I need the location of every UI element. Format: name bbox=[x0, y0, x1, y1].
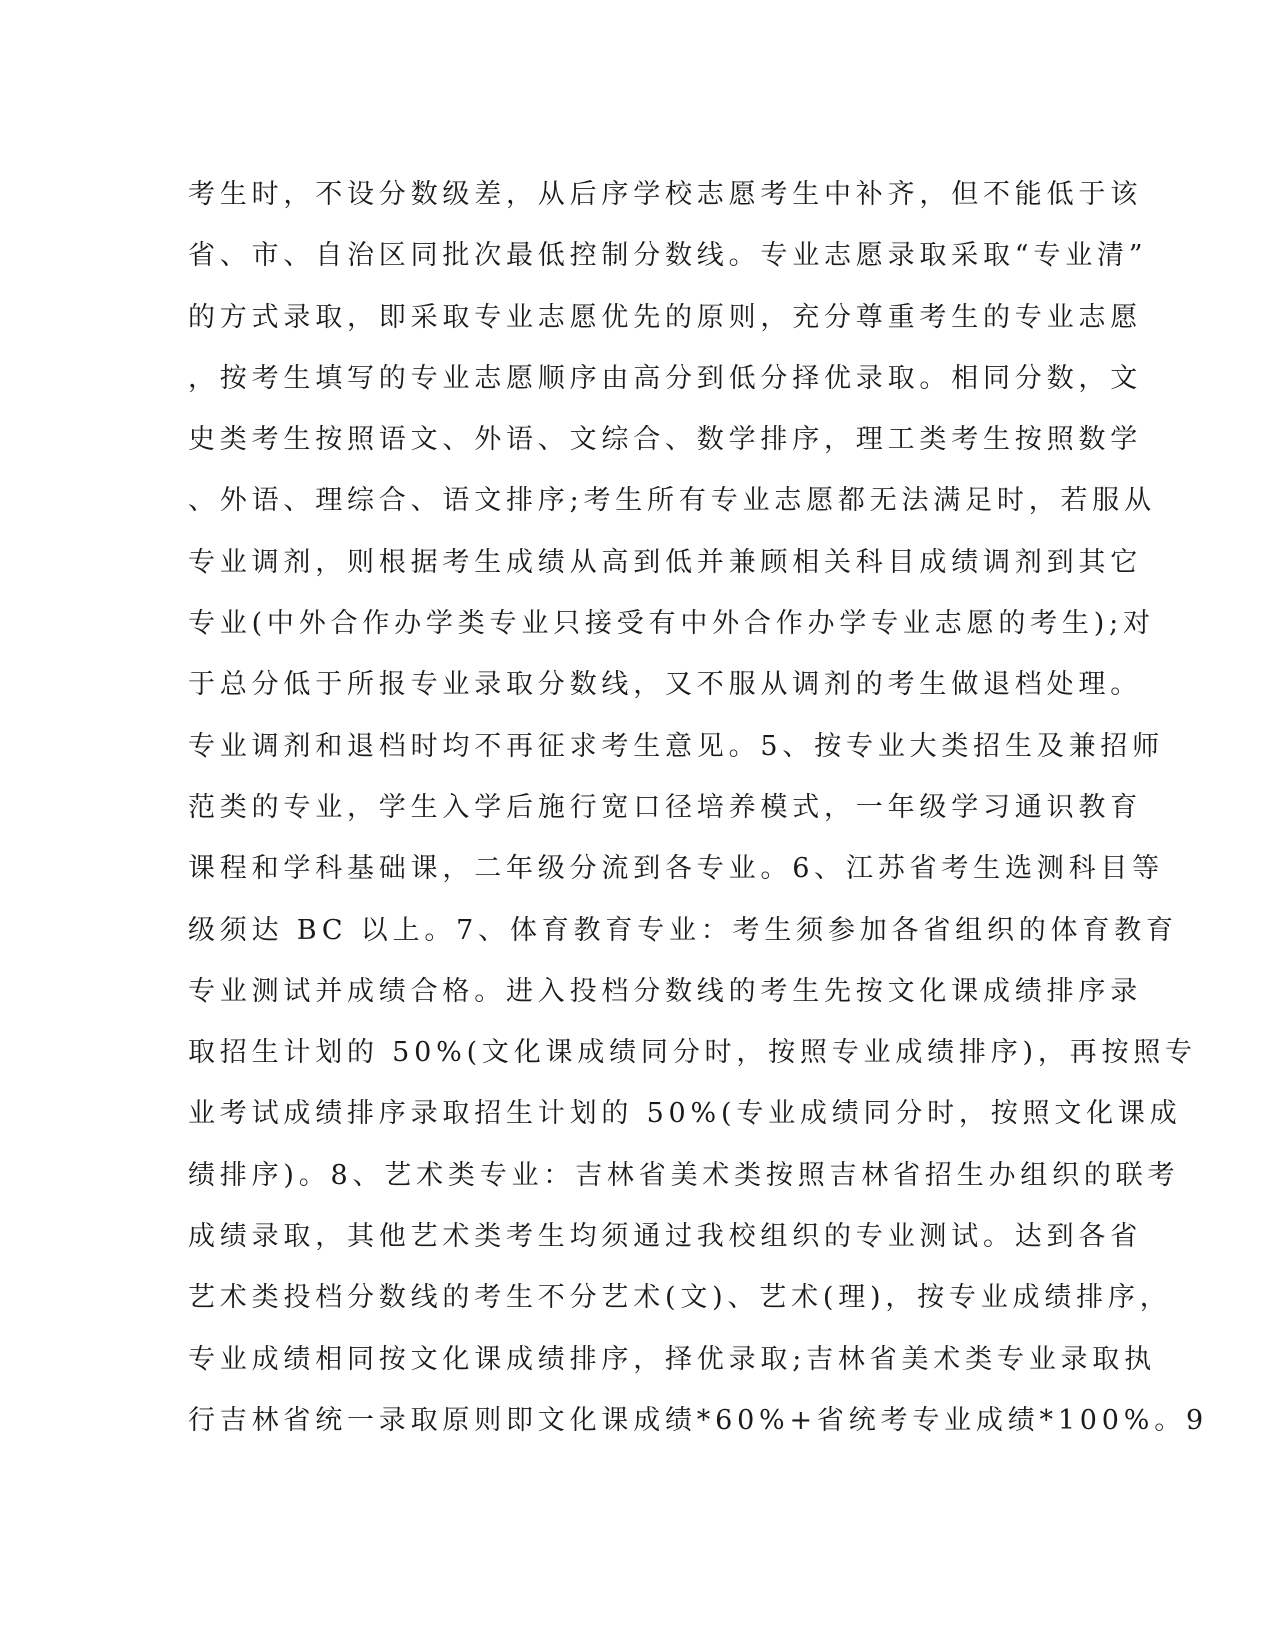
text-line: 专业成绩相同按文化课成绩排序，择优录取;吉林省美术类专业录取执 bbox=[188, 1343, 1156, 1375]
body-text bbox=[188, 164, 1209, 1451]
text-line: 、外语、理综合、语文排序;考生所有专业志愿都无法满足时，若服从 bbox=[188, 485, 1156, 517]
text-line: 专业调剂，则根据考生成绩从高到低并兼顾相关科目成绩调剂到其它 bbox=[188, 546, 1142, 578]
text-line: 省、市、自治区同批次最低控制分数线。专业志愿录取采取“专业清” bbox=[188, 240, 1148, 272]
text-line: 专业调剂和退档时均不再征求考生意见。5、按专业大类招生及兼招师 bbox=[188, 730, 1164, 762]
text-line: 艺术类投档分数线的考生不分艺术(文)、艺术(理)，按专业成绩排序， bbox=[188, 1282, 1172, 1314]
text-line: 史类考生按照语文、外语、文综合、数学排序，理工类考生按照数学 bbox=[188, 424, 1142, 456]
text-line: 级须达 BC 以上。7、体育教育专业：考生须参加各省组织的体育教育 bbox=[188, 914, 1178, 946]
text-line: 课程和学科基础课，二年级分流到各专业。6、江苏省考生选测科目等 bbox=[188, 853, 1164, 885]
text-line: 取招生计划的 50%(文化课成绩同分时，按照专业成绩排序)，再按照专 bbox=[188, 1037, 1197, 1069]
text-line: 范类的专业，学生入学后施行宽口径培养模式，一年级学习通识教育 bbox=[188, 791, 1142, 823]
text-line: 行吉林省统一录取原则即文化课成绩*60%+省统考专业成绩*100%。9 bbox=[188, 1404, 1209, 1436]
text-line: ，按考生填写的专业志愿顺序由高分到低分择优录取。相同分数，文 bbox=[188, 362, 1142, 394]
text-line: 专业测试并成绩合格。进入投档分数线的考生先按文化课成绩排序录 bbox=[188, 975, 1142, 1007]
text-line: 于总分低于所报专业录取分数线，又不服从调剂的考生做退档处理。 bbox=[188, 669, 1142, 701]
text-line: 业考试成绩排序录取招生计划的 50%(专业成绩同分时，按照文化课成 bbox=[188, 1098, 1182, 1130]
text-line: 成绩录取，其他艺术类考生均须通过我校组织的专业测试。达到各省 bbox=[188, 1221, 1142, 1253]
text-line: 的方式录取，即采取专业志愿优先的原则，充分尊重考生的专业志愿 bbox=[188, 301, 1142, 333]
text-line: 专业(中外合作办学类专业只接受有中外合作办学专业志愿的考生);对 bbox=[188, 608, 1155, 640]
text-line: 考生时，不设分数级差，从后序学校志愿考生中补齐，但不能低于该 bbox=[188, 179, 1142, 210]
text-line: 绩排序)。8、艺术类专业：吉林省美术类按照吉林省招生办组织的联考 bbox=[188, 1159, 1180, 1191]
